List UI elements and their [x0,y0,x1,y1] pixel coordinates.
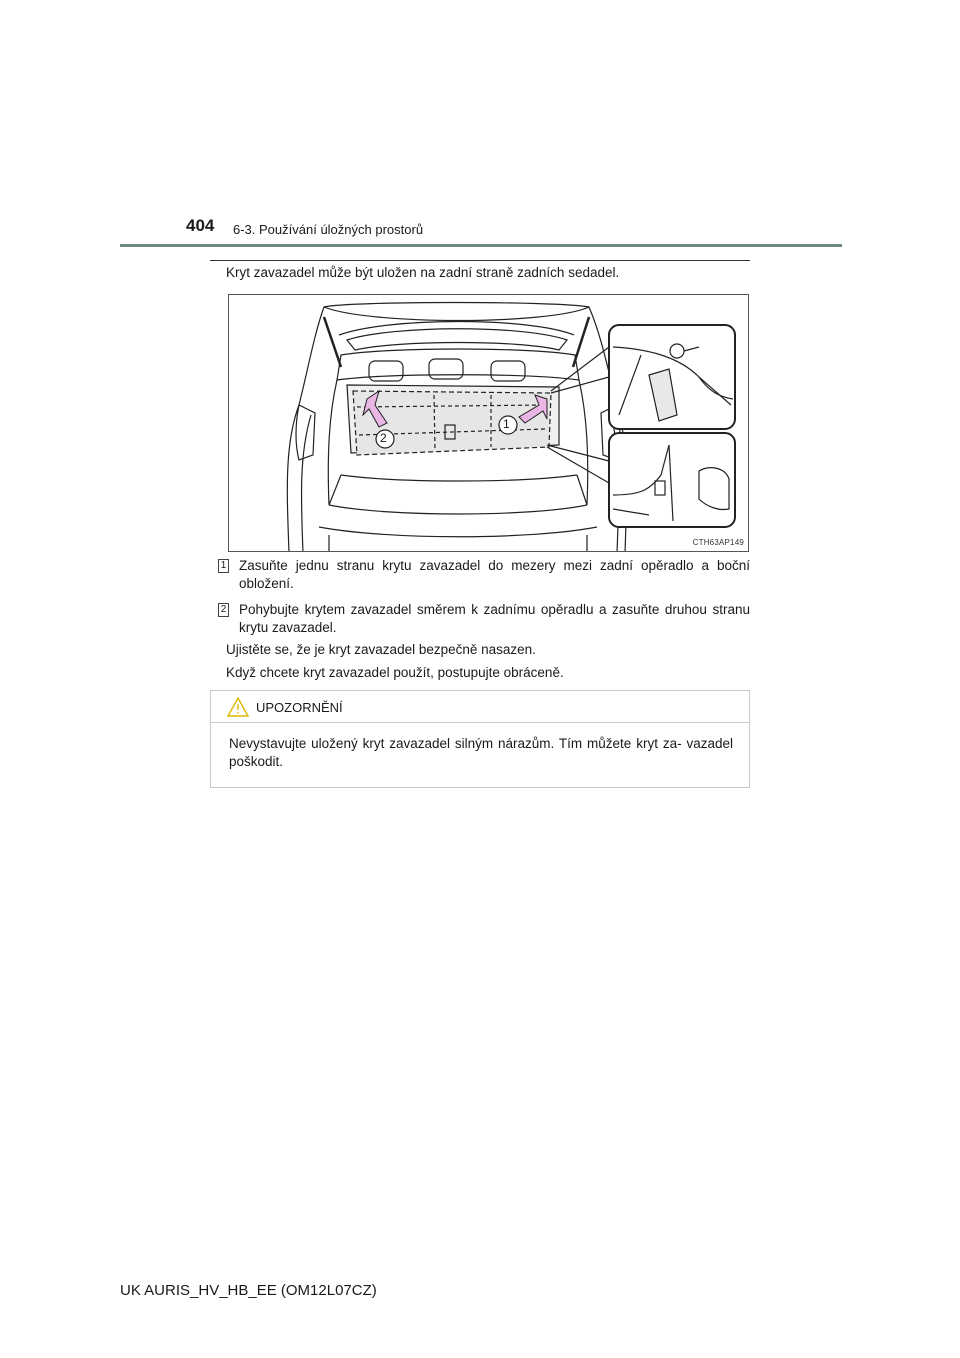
caution-box [210,690,750,788]
luggage-cover-illustration [228,294,749,552]
warning-triangle-icon [227,697,249,717]
note-secure: Ujistěte se, že je kryt zavazadel bezpečně nasazen. [226,642,536,657]
intro-text: Kryt zavazadel může být uložen na zadní straně zadních sedadel. [226,265,620,280]
step-text: Pohybujte krytem zavazadel směrem k zadnímu opěradlu a zasuňte druhou stranu krytu zavazadel. [239,602,750,635]
header-rule [120,244,842,247]
step-text: Zasuňte jednu stranu krytu zavazadel do mezery mezi zadní opěradlo a boční obložení. [239,558,750,591]
step-1 [218,557,750,593]
footer-model-code: UK AURIS_HV_HB_EE (OM12L07CZ) [120,1282,377,1299]
note-reverse: Když chcete kryt zavazadel použít, postupujte obráceně. [226,665,564,680]
section-title: 6-3. Používání úložných prostorů [233,222,424,237]
step-number: 1 [218,559,229,573]
figure-code: CTH63AP149 [692,538,744,547]
caution-body: Nevystavujte uložený kryt zavazadel silným nárazům. Tím můžete kryt za- vazadel poškodit. [229,736,733,769]
step-number: 2 [218,603,229,617]
caution-title: UPOZORNĚNÍ [256,700,343,715]
step-2 [218,601,750,637]
callout-number-1: 1 [503,417,510,431]
page-number: 404 [186,216,215,235]
intro-rule [210,260,750,261]
caution-header [211,691,749,723]
callout-number-2: 2 [380,431,387,445]
